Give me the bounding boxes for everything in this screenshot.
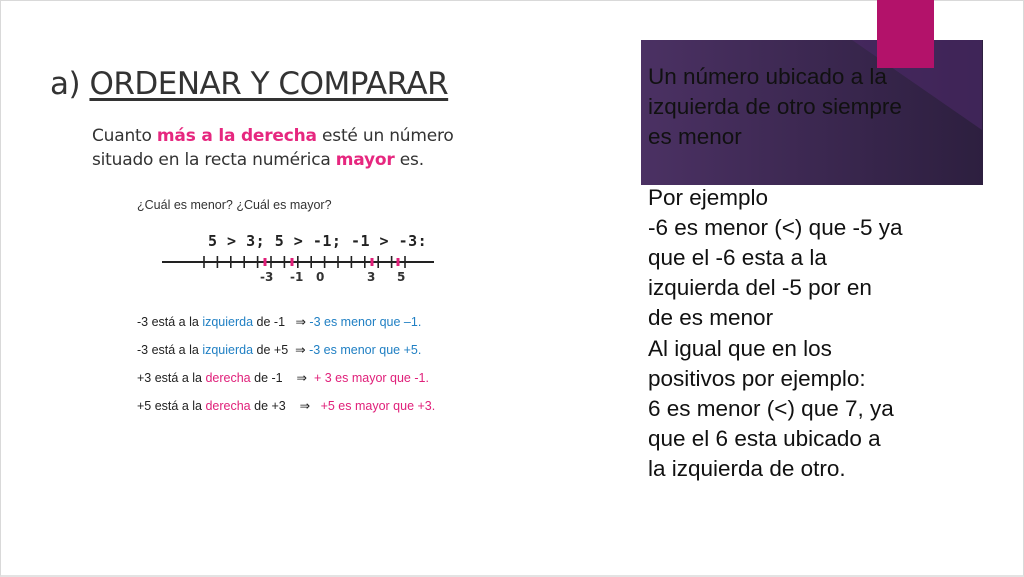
number-line-marker [291, 258, 294, 266]
number-line-marker [371, 258, 374, 266]
section-title [50, 66, 448, 102]
title-prefix: a) [50, 66, 90, 102]
row-text: de +5 [253, 343, 289, 357]
intro-highlight: mayor [335, 150, 395, 170]
row-text: -3 está a la [137, 343, 203, 357]
arrow-icon: ⇒ [299, 399, 311, 413]
row-direction: izquierda [202, 315, 254, 329]
number-line-marker [397, 258, 400, 266]
row-conclusion: + 3 es mayor que -1. [313, 371, 429, 385]
row-conclusion: -3 es menor que –1. [309, 315, 422, 329]
text-line: es menor [648, 124, 742, 150]
intro-highlight: más a la derecha [156, 126, 317, 146]
number-line-label: 3 [367, 270, 376, 284]
row-direction: derecha [205, 371, 251, 385]
arrow-icon: ⇒ [295, 343, 306, 357]
intro-part: es. [394, 150, 424, 170]
row-text: -3 está a la [137, 315, 203, 329]
text-line: Al igual que en los [648, 335, 832, 361]
number-line-label: -1 [290, 270, 304, 284]
row-conclusion: -3 es menor que +5. [309, 343, 422, 357]
intro-text [92, 124, 454, 172]
row-text: de +3 [250, 399, 286, 413]
spacer [648, 153, 978, 183]
arrow-icon: ⇒ [295, 315, 306, 329]
text-line: -6 es menor (<) que -5 ya [648, 214, 903, 240]
row-text: de -1 [250, 371, 283, 385]
question-text: ¿Cuál es menor? ¿Cuál es mayor? [137, 198, 332, 212]
inequalities-text: 5 > 3; 5 > -1; -1 > -3: [208, 232, 428, 250]
number-line-label: -3 [260, 270, 274, 284]
text-line: Un número ubicado a la [648, 64, 887, 89]
number-line-label: 5 [397, 270, 406, 284]
intro-part: esté un número [316, 126, 454, 146]
row-conclusion: +5 es mayor que +3. [320, 399, 436, 413]
intro-part: Cuanto [92, 126, 157, 146]
text-line: Por ejemplo [648, 184, 769, 210]
intro-part: situado en la recta numérica [92, 150, 336, 170]
text-line: positivos por ejemplo: [648, 365, 866, 391]
number-line [160, 226, 440, 286]
explanation-text [648, 62, 978, 485]
text-line: izquierda de otro siempre [648, 94, 902, 120]
comparison-row [137, 342, 435, 370]
number-line-labels [260, 270, 405, 284]
comparison-row [137, 398, 435, 426]
row-text: de -1 [253, 315, 286, 329]
comparison-list [137, 314, 435, 426]
comparison-row [137, 370, 435, 398]
arrow-icon: ⇒ [296, 371, 307, 385]
text-line: de es menor [648, 305, 774, 331]
row-text: +3 está a la [137, 371, 206, 385]
text-line: izquierda del -5 por en [648, 275, 872, 301]
text-line: que el 6 esta ubicado a [648, 426, 881, 452]
row-text: +5 está a la [137, 399, 206, 413]
row-direction: izquierda [202, 343, 254, 357]
number-line-label: 0 [316, 270, 325, 284]
text-line: 6 es menor (<) que 7, ya [648, 396, 894, 422]
text-line: que el -6 esta a la [648, 245, 827, 271]
text-line: la izquierda de otro. [648, 456, 846, 482]
number-line-marker [264, 258, 267, 266]
pink-accent-bar [877, 0, 934, 68]
comparison-row [137, 314, 435, 342]
row-direction: derecha [205, 399, 251, 413]
title-main: ORDENAR Y COMPARAR [89, 66, 449, 102]
